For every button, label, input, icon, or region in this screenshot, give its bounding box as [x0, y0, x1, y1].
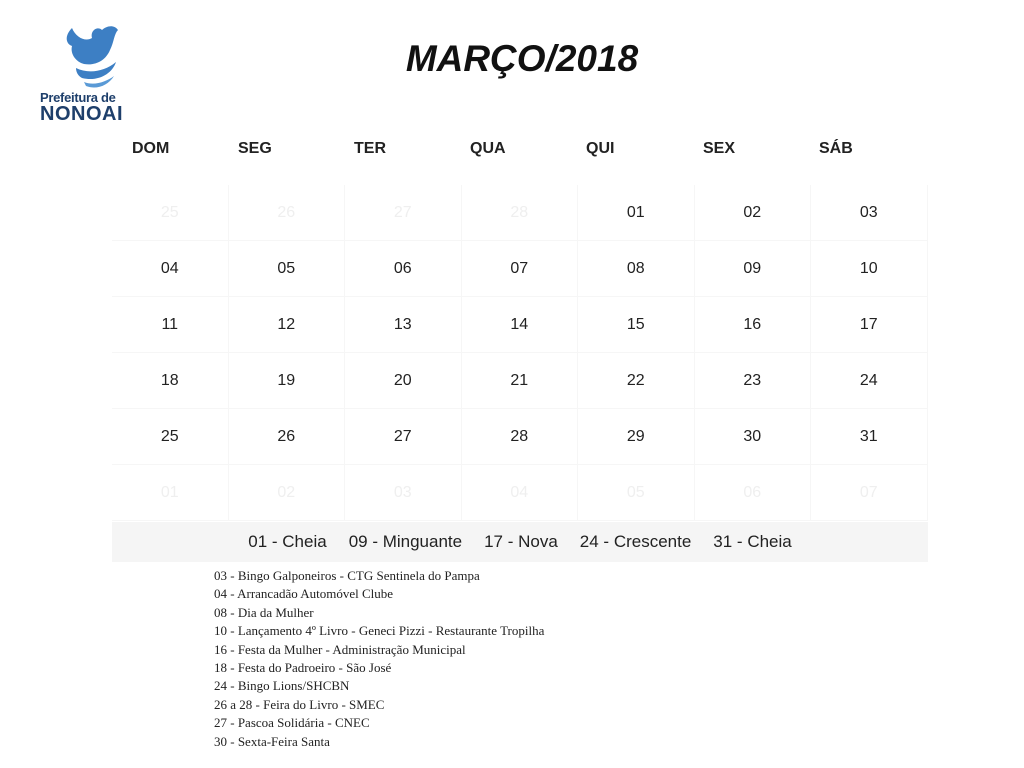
calendar-week-row [112, 465, 928, 521]
event-item: 03 - Bingo Galponeiros - CTG Sentinela do Pampa [214, 568, 480, 583]
calendar-day: 29 [578, 409, 695, 465]
calendar-day-adjacent-month: 04 [462, 465, 579, 521]
calendar-day: 06 [345, 241, 462, 297]
calendar-day: 26 [229, 409, 346, 465]
calendar-day: 02 [695, 185, 812, 241]
calendar-day-adjacent-month: 27 [345, 185, 462, 241]
calendar-day: 21 [462, 353, 579, 409]
calendar-day: 11 [112, 297, 229, 353]
calendar-day: 23 [695, 353, 812, 409]
calendar-week-row [112, 241, 928, 297]
weekday-label: SÁB [819, 140, 853, 157]
calendar-day: 04 [112, 241, 229, 297]
calendar-week-row [112, 353, 928, 409]
calendar-day: 10 [811, 241, 928, 297]
calendar-day: 20 [345, 353, 462, 409]
moon-phase-item: 31 - Cheia [713, 532, 792, 551]
weekday-label: DOM [132, 140, 170, 157]
calendar-week-row [112, 297, 928, 353]
weekday-header [112, 140, 928, 160]
calendar-day-adjacent-month: 06 [695, 465, 812, 521]
logo-text-line1: Prefeitura de [40, 90, 116, 105]
calendar-day: 01 [578, 185, 695, 241]
calendar-grid [112, 185, 928, 521]
calendar-day-adjacent-month: 01 [112, 465, 229, 521]
calendar-day: 13 [345, 297, 462, 353]
calendar-day-adjacent-month: 03 [345, 465, 462, 521]
calendar-day: 28 [462, 409, 579, 465]
weekday-label: TER [354, 140, 386, 157]
event-item: 30 - Sexta-Feira Santa [214, 733, 330, 749]
event-item: 16 - Festa da Mulher - Administração Municipal [214, 641, 466, 657]
moon-phase-item: 01 - Cheia [248, 532, 327, 551]
calendar-day-adjacent-month: 02 [229, 465, 346, 521]
calendar-day: 24 [811, 353, 928, 409]
calendar-day: 05 [229, 241, 346, 297]
calendar-day: 30 [695, 409, 812, 465]
calendar-day-adjacent-month: 05 [578, 465, 695, 521]
calendar-day: 17 [811, 297, 928, 353]
calendar-day: 16 [695, 297, 812, 353]
calendar-day-adjacent-month: 25 [112, 185, 229, 241]
weekday-label: SEG [238, 140, 272, 157]
calendar-day-adjacent-month: 07 [811, 465, 928, 521]
page-title: MARÇO/2018 [405, 38, 639, 79]
calendar-day: 08 [578, 241, 695, 297]
calendar-day: 18 [112, 353, 229, 409]
calendar-day: 19 [229, 353, 346, 409]
event-item: 27 - Pascoa Solidária - CNEC [214, 715, 370, 731]
calendar-week-row [112, 409, 928, 465]
calendar-day: 12 [229, 297, 346, 353]
event-item: 24 - Bingo Lions/SHCBN [214, 678, 350, 694]
calendar-week-row [112, 185, 928, 241]
calendar-day: 03 [811, 185, 928, 241]
calendar-day: 14 [462, 297, 579, 353]
events-list [214, 567, 814, 751]
moon-phase-item: 24 - Crescente [579, 532, 692, 551]
event-item: 08 - Dia da Mulher [214, 604, 314, 620]
calendar-day: 07 [462, 241, 579, 297]
calendar-day-adjacent-month: 26 [229, 185, 346, 241]
calendar-day: 22 [578, 353, 695, 409]
event-item: 04 - Arrancadão Automóvel Clube [214, 586, 394, 602]
calendar-day: 25 [112, 409, 229, 465]
event-item: 10 - Lançamento 4º Livro - Geneci Pizzi - Restaurante Tropilha [214, 623, 545, 639]
event-item: 18 - Festa do Padroeiro - São José [214, 660, 392, 676]
calendar-day-adjacent-month: 28 [462, 185, 579, 241]
weekday-label: QUA [470, 140, 506, 157]
moon-phase-item: 17 - Nova [484, 532, 558, 551]
moon-phases-bar [112, 522, 928, 562]
weekday-label: SEX [703, 140, 736, 157]
logo-text-line2: NONOAI [40, 103, 123, 125]
calendar-day: 31 [811, 409, 928, 465]
moon-phase-item: 09 - Minguante [348, 532, 463, 551]
weekday-label: QUI [586, 140, 615, 157]
calendar-day: 09 [695, 241, 812, 297]
calendar-day: 27 [345, 409, 462, 465]
event-item: 26 a 28 - Feira do Livro - SMEC [214, 696, 385, 712]
calendar-day: 15 [578, 297, 695, 353]
